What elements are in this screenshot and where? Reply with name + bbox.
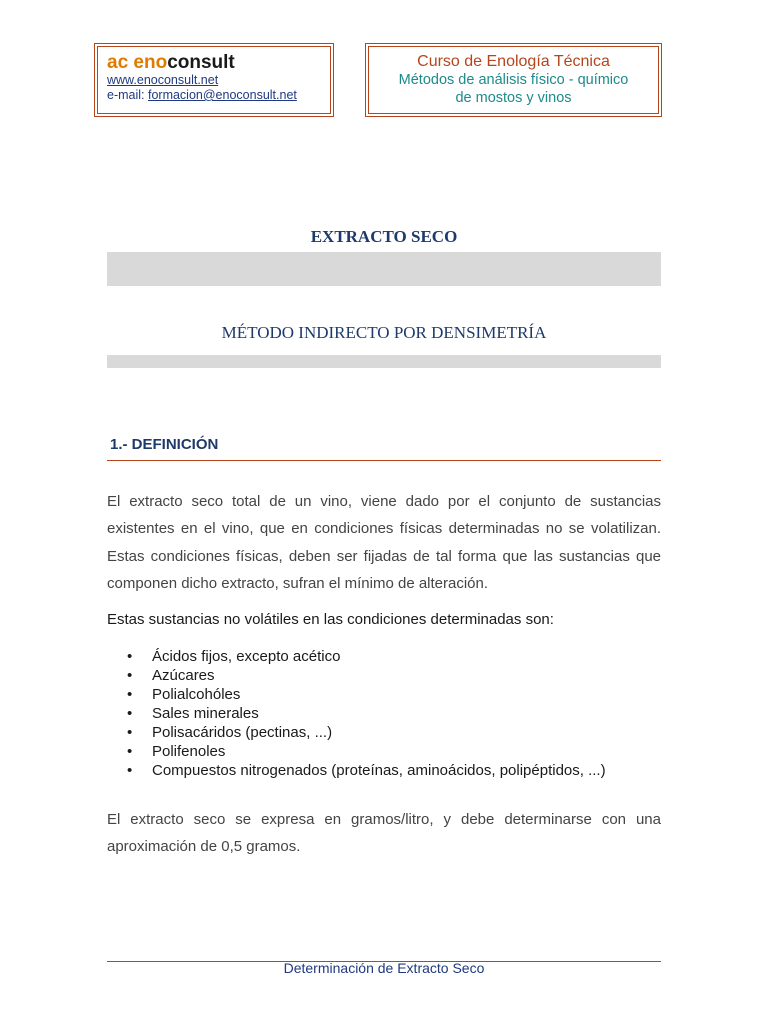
paragraph-line: componen dicho extracto, sufran el mínimo de alteración. <box>107 574 489 592</box>
company-logo <box>107 52 330 73</box>
section-divider <box>107 460 661 461</box>
website-link[interactable]: www.enoconsult.net <box>107 73 219 87</box>
company-header-box <box>97 46 331 114</box>
list-item: • Polisacáridos (pectinas, ...) <box>107 723 606 742</box>
brand-suffix: consult <box>167 52 235 73</box>
course-subtitle-line2: de mostos y vinos <box>455 90 572 106</box>
section-heading: 1.- DEFINICIÓN <box>110 436 219 453</box>
substances-list <box>107 647 606 780</box>
email-link[interactable]: formacion@enoconsult.net <box>147 88 297 102</box>
website-line <box>107 73 330 88</box>
paragraph-line: existentes en el vino, que en condiciones físicas determinadas no se volatilizan. <box>107 520 661 538</box>
paragraph-line: Estas condiciones físicas, deben ser fijadas de tal forma que las sustancias que <box>107 547 661 565</box>
paragraph-line: El extracto seco se expresa en gramos/litro, y debe determinarse con una <box>107 811 661 828</box>
subtitle-band <box>107 355 661 368</box>
email-label: e-mail: <box>107 88 148 102</box>
substances-intro: Estas sustancias no volátiles en las condiciones determinadas son: <box>107 611 554 628</box>
course-subtitle-line1: Métodos de análisis físico - químico <box>398 72 629 88</box>
method-subtitle: MÉTODO INDIRECTO POR DENSIMETRÍA <box>221 323 547 342</box>
definition-paragraph <box>107 488 661 597</box>
list-item: • Sales minerales <box>107 704 606 723</box>
expression-paragraph <box>107 806 661 861</box>
paragraph-line: El extracto seco total de un vino, viene dado por el conjunto de sustancias <box>107 493 661 510</box>
list-item: • Ácidos fijos, excepto acético <box>107 647 606 666</box>
list-item: • Polialcohóles <box>107 685 606 704</box>
list-item: • Azúcares <box>107 666 606 685</box>
course-header-box <box>368 46 659 114</box>
brand-prefix: ac eno <box>107 52 168 73</box>
email-line <box>107 88 330 103</box>
document-title: EXTRACTO SECO <box>310 227 458 246</box>
list-item: • Compuestos nitrogenados (proteínas, aminoácidos, polipéptidos, ...) <box>107 761 606 780</box>
course-title: Curso de Enología Técnica <box>417 53 610 70</box>
paragraph-line: aproximación de 0,5 gramos. <box>107 838 301 856</box>
title-band <box>107 252 661 286</box>
footer-text: Determinación de Extracto Seco <box>283 960 485 976</box>
list-item: • Polifenoles <box>107 742 606 761</box>
